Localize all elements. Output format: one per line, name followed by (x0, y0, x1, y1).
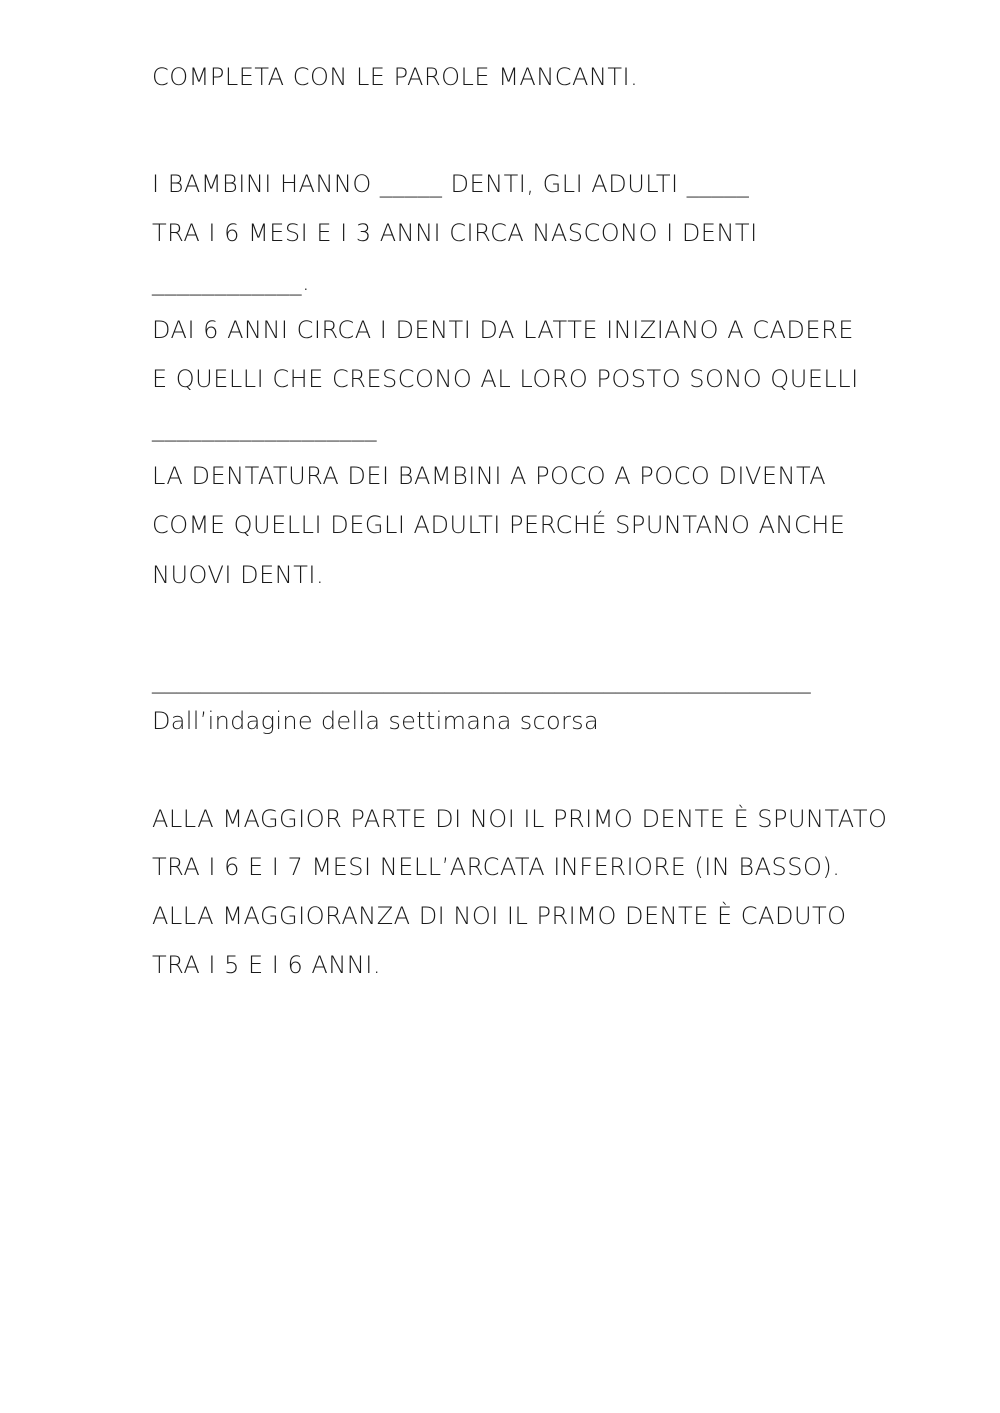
exercise-blank-1: ____________. (152, 268, 311, 296)
exercise-blank-2: __________________ (152, 414, 377, 442)
exercise-line-2: TRA I 6 MESI E I 3 ANNI CIRCA NASCONO I DENTI (152, 219, 758, 247)
exercise-line-1: I BAMBINI HANNO _____ DENTI, GLI ADULTI _____ (152, 170, 750, 198)
instruction-title: COMPLETA CON LE PAROLE MANCANTI. (152, 63, 639, 91)
exercise-line-6: COME QUELLI DEGLI ADULTI PERCHÉ SPUNTANO ANCHE (152, 511, 846, 539)
exercise-line-7: NUOVI DENTI. (152, 561, 325, 589)
survey-line-1: ALLA MAGGIOR PARTE DI NOI IL PRIMO DENTE È SPUNTATO (152, 805, 888, 833)
exercise-line-4: E QUELLI CHE CRESCONO AL LORO POSTO SONO QUELLI (152, 365, 859, 393)
section-separator: ______________________________________________________ (152, 666, 811, 694)
survey-line-3: ALLA MAGGIORANZA DI NOI IL PRIMO DENTE È CADUTO (152, 902, 847, 930)
exercise-line-3: DAI 6 ANNI CIRCA I DENTI DA LATTE INIZIANO A CADERE (152, 316, 854, 344)
survey-heading: Dall’indagine della settimana scorsa (152, 707, 599, 735)
exercise-line-5: LA DENTATURA DEI BAMBINI A POCO A POCO DIVENTA (152, 462, 827, 490)
survey-line-2: TRA I 6 E I 7 MESI NELL’ARCATA INFERIORE (IN BASSO). (152, 853, 841, 881)
survey-line-4: TRA I 5 E I 6 ANNI. (152, 951, 381, 979)
